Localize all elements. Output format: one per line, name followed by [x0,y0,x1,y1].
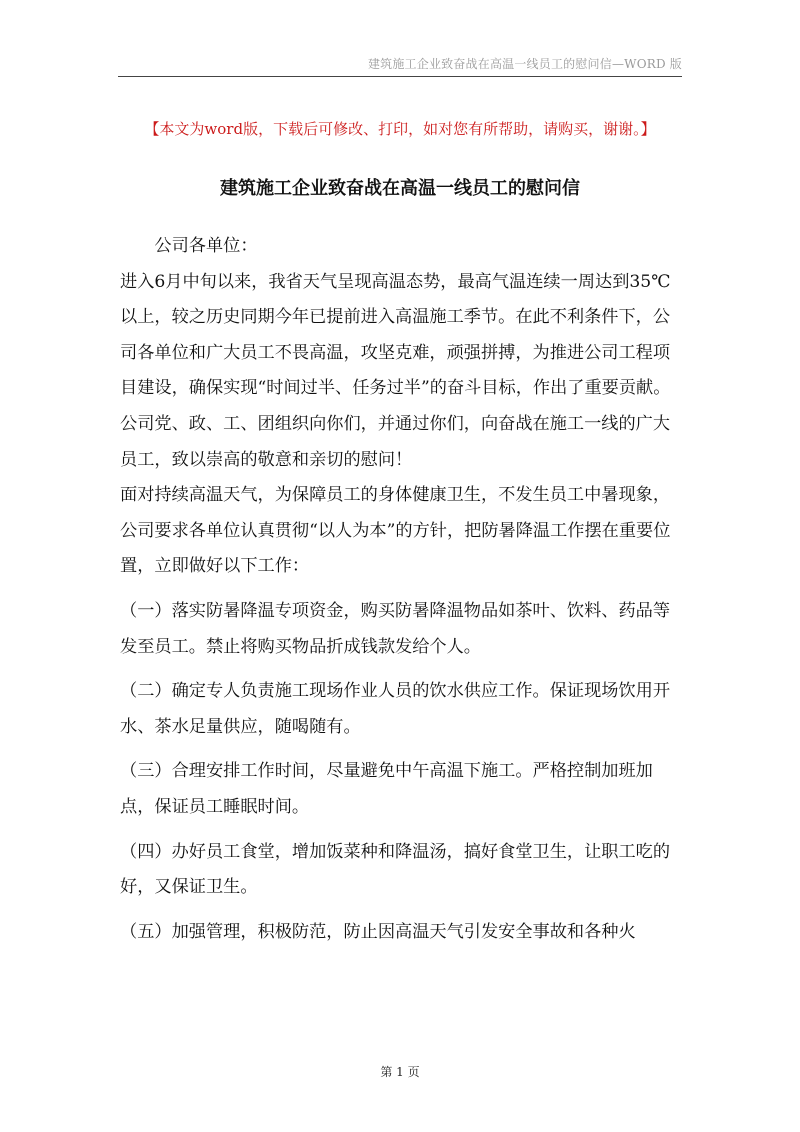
paragraph-requirements: 面对持续高温天气，为保障员工的身体健康卫生，不发生员工中暑现象，公司要求各单位认真贯彻“以人为本”的方针，把防暑降温工作摆在重要位置，立即做好以下工作： [120,485,671,577]
document-title: 建筑施工企业致奋战在高温一线员工的慰问信 [220,178,580,199]
purchase-notice: 【本文为word版，下载后可修改、打印，如对您有所帮助，请购买，谢谢。】 [144,120,656,138]
list-item: （二）确定专人负责施工现场作业人员的饮水供应工作。保证现场饮用开水、茶水足量供应，随喝随有。 [120,681,671,737]
paragraph-intro: 进入6月中旬以来，我省天气呈现高温态势，最高气温连续一周达到35℃以上，较之历史同期今年已提前进入高温施工季节。在此不利条件下，公司各单位和广大员工不畏高温，攻坚克难，顽强拼搏，为推进公司工程项目建设，确保实现“时间过半、任务过半”的奋斗目标，作出了重要贡献。公司党、政、工、团组织向你们，并通过你们，向奋战在施工一线的广大员工，致以崇高的敬意和亲切的慰问！ [120,271,671,470]
list-item: （三）合理安排工作时间，尽量避免中午高温下施工。严格控制加班加点，保证员工睡眠时间。 [120,761,653,817]
header-divider [118,76,682,77]
list-item: （一）落实防暑降温专项资金，购买防暑降温物品如茶叶、饮料、药品等发至员工。禁止将购买物品折成钱款发给个人。 [120,600,671,657]
list-item: （四）办好员工食堂，增加饭菜种和降温汤，搞好食堂卫生，让职工吃的好，又保证卫生。 [120,841,671,898]
list-item: （五）加强管理，积极防范，防止因高温天气引发安全事故和各种火 [120,921,636,942]
page-number: 第 1 页 [380,1065,420,1079]
document-body [120,229,685,950]
running-header: 建筑施工企业致奋战在高温一线员工的慰问信—WORD 版 [367,57,682,71]
salutation: 公司各单位： [154,236,258,256]
